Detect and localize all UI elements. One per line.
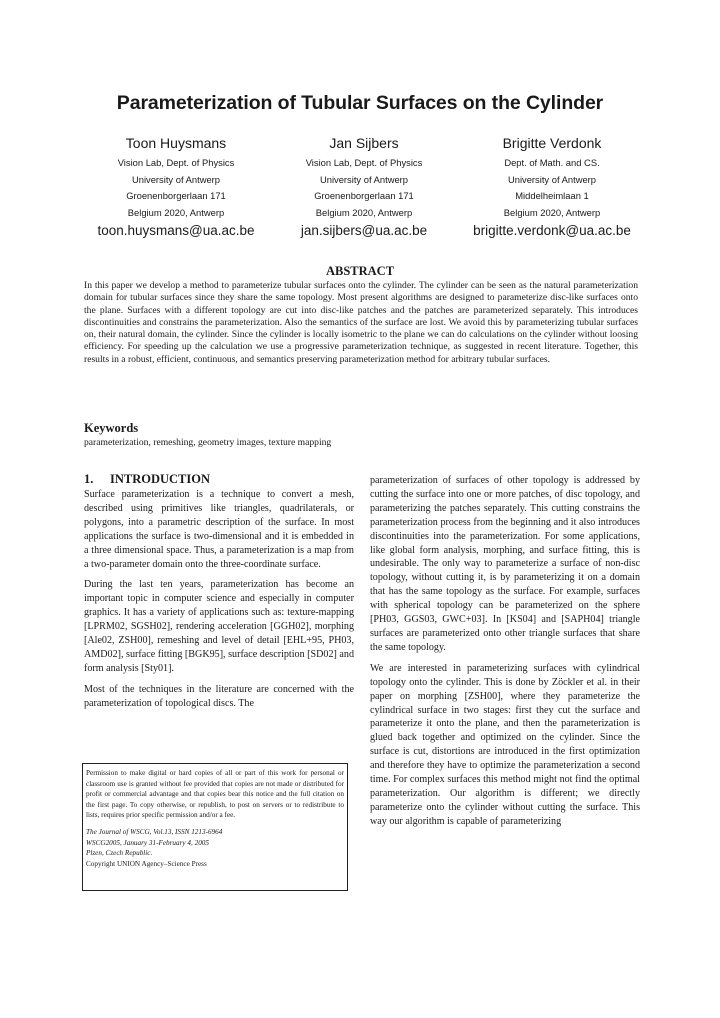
- copyright-line: Copyright UNION Agency–Science Press: [86, 859, 207, 868]
- author-email[interactable]: brigitte.verdonk@ua.ac.be: [473, 223, 631, 238]
- author-affiliation: Dept. of Math. and CS.: [504, 157, 600, 168]
- section-heading: [84, 472, 354, 486]
- paragraph: During the last ten years, parameterization has become an important topic in computer science and especially in computer graphics. It has a variety of applications such as: texture-mapping [LPRM02, SGSH02], rendering acceleration [GGH02], morphing [Ale02, ZSH00], remeshing and level of detail [EHL+95, PH03, AMD02], surface fitting [BGK95], surface description [SD02] and form analysis [Sty01].: [84, 579, 354, 674]
- permission-notice-box: [82, 763, 348, 891]
- author-university: University of Antwerp: [131, 173, 221, 185]
- author-email[interactable]: jan.sijbers@ua.ac.be: [300, 223, 428, 238]
- author-email[interactable]: toon.huysmans@ua.ac.be: [97, 223, 255, 238]
- keywords-heading: Keywords: [84, 421, 139, 435]
- paper-title: Parameterization of Tubular Surfaces on the Cylinder: [116, 92, 604, 114]
- permission-text: Permission to make digital or hard copies of all or part of this work for personal or classroom use is granted without fee provided that copies are not made or distributed for profit or commercial advantage and that copies bear this notice and the full citation on the first page. To copy otherwise, or republish, to post on servers or to redistribute to lists, requires prior specific permission and/or a fee.: [86, 769, 344, 820]
- author-city: Belgium 2020, Antwerp: [127, 206, 225, 218]
- author-street: Groenenborgerlaan 171: [126, 190, 226, 201]
- author-name: Brigitte Verdonk: [502, 135, 602, 151]
- author-name: Jan Sijbers: [329, 135, 399, 151]
- paragraph: parameterization of surfaces of other topology is addressed by cutting the surface into one or more patches, of disc topology, and parameterizing the patches separately. This cutting constrains the parameterization process from the beginning and it also introduces discontinuities into the parameterization. For some applications, like global form analysis, morphing, and surface fitting, this is undesirable. The only way to parameterize a surface of non-disc topology, without cutting it, is by parameterizing it on a domain that has the same topology as the surface. For example, surfaces with spherical topology can be parameterized on the sphere [PH03, GGS03, GWC+03]. In [KS04] and [SAPH04] triangle surfaces are parameterized onto other triangle surfaces that share the same topology.: [370, 475, 640, 653]
- author-1: [86, 133, 266, 239]
- author-3: [462, 133, 642, 239]
- author-university: University of Antwerp: [319, 173, 409, 185]
- author-university: University of Antwerp: [507, 173, 597, 185]
- author-affiliation: Vision Lab, Dept. of Physics: [117, 157, 235, 168]
- author-2: [274, 133, 454, 239]
- author-affiliation: Vision Lab, Dept. of Physics: [305, 157, 423, 168]
- right-column: [370, 474, 640, 836]
- section-number: 1.: [84, 472, 94, 486]
- paragraph: Surface parameterization is a technique to convert a mesh, described using primitives like triangles, quadrilaterals, or polygons, into a parametric description of the surface. In most applications the surface is two-dimensional and it is embedded in a three dimensional space. Thus, a parameterization is a map from a two-parameter domain onto the three-coordinate surface.: [84, 489, 354, 570]
- author-city: Belgium 2020, Antwerp: [503, 206, 601, 218]
- author-street: Middelheimlaan 1: [515, 190, 589, 201]
- author-name: Toon Huysmans: [125, 135, 227, 151]
- abstract-text: In this paper we develop a method to parameterize tubular surfaces onto the cylinder. The cylinder can be seen as the natural parameterization domain for tubular surfaces since they share the same topology. Most present algorithms are designed to parameterize disc-like surfaces onto the plane. Surfaces with a different topology are cut into disc-like patches and the patches are parameterized separately. This introduces discontinuities and constrains the parameterization. Also the semantics of the surface are lost. We avoid this by parameterizing tubular surfaces on, their natural domain, the cylinder. Since the cylinder is locally isometric to the plane we can do calculations on the cylinder without loosing efficiency. For speeding up the calculation we use a progressive parameterization technique, as suggested in recent literature. Together, this results in a robust, efficient, continuous, and semantics preserving parameterization method for arbitrary tubular surfaces.: [84, 280, 638, 365]
- left-column: [84, 472, 354, 718]
- paragraph: We are interested in parameterizing surfaces with cylindrical topology onto the cylinder. This is done by Zöckler et al. in their paper on morphing [ZSH00], where they parameterize the cylindrical surface in two stages: first they cut the surface and parameterize it onto the plane, and then the parameterization is glued back together and optimized on the cylinder. Since the surface is cut, distortions are introduced in the first optimization and therefore they have to optimize the parameterization a second time. For complex surfaces this method might not find the optimal parameterization. Our algorithm is different; we directly parameterize onto the cylinder without cutting the surface. This way our algorithm is capable of parameterizing: [370, 662, 640, 827]
- conference-line: WSCG2005, January 31-February 4, 2005: [86, 838, 209, 847]
- abstract-heading: ABSTRACT: [325, 264, 395, 278]
- section-title: INTRODUCTION: [110, 472, 211, 486]
- author-city: Belgium 2020, Antwerp: [315, 206, 413, 218]
- journal-line: The Journal of WSCG, Vol.13, ISSN 1213-6964: [86, 827, 223, 836]
- author-street: Groenenborgerlaan 171: [314, 190, 414, 201]
- keywords-text: parameterization, remeshing, geometry images, texture mapping: [84, 437, 332, 448]
- paragraph: Most of the techniques in the literature are concerned with the parameterization of topological discs. The: [84, 683, 354, 709]
- location-line: Plzen, Czech Republic.: [86, 849, 153, 858]
- author-block: [86, 133, 642, 239]
